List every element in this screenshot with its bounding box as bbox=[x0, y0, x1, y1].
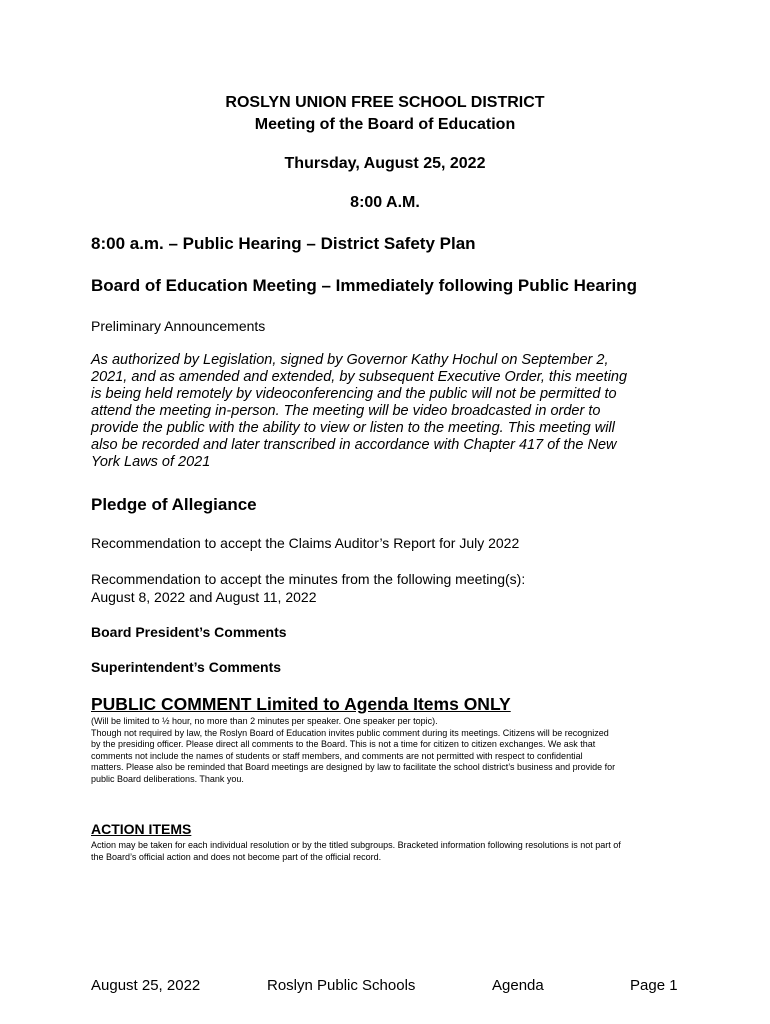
claims-recommendation: Recommendation to accept the Claims Auditor’s Report for July 2022 bbox=[91, 535, 520, 551]
public-comment-text bbox=[91, 716, 682, 785]
action-items-line: Action may be taken for each individual resolution or by the titled subgroups. Bracketed information following resolutions is not part of bbox=[91, 840, 621, 850]
public-comment-line: matters. Please also be reminded that Board meetings are designed by law to facilitate the school district’s business and provide for bbox=[91, 762, 616, 772]
public-comment-heading: PUBLIC COMMENT Limited to Agenda Items ONLY bbox=[91, 694, 511, 714]
authorization-line: provide the public with the ability to view or listen to the meeting. This meeting will bbox=[91, 420, 615, 436]
action-items-heading: ACTION ITEMS bbox=[91, 821, 192, 837]
meeting-date: Thursday, August 25, 2022 bbox=[284, 155, 486, 172]
public-hearing-heading: 8:00 a.m. – Public Hearing – District Safety Plan bbox=[91, 234, 476, 253]
preliminary-announcements: Preliminary Announcements bbox=[91, 318, 266, 334]
footer-org: Roslyn Public Schools bbox=[267, 977, 416, 994]
authorization-paragraph bbox=[91, 352, 671, 471]
authorization-line: attend the meeting in-person. The meeting will be video broadcasted in order to bbox=[91, 403, 601, 419]
action-items-line: the Board’s official action and does not become part of the official record. bbox=[91, 851, 382, 862]
district-name: ROSLYN UNION FREE SCHOOL DISTRICT bbox=[225, 94, 545, 111]
authorization-line: As authorized by Legislation, signed by Governor Kathy Hochul on September 2, bbox=[91, 352, 609, 368]
board-meeting-heading: Board of Education Meeting – Immediately following Public Hearing bbox=[91, 276, 637, 295]
meeting-title: Meeting of the Board of Education bbox=[254, 116, 516, 133]
public-comment-line: public Board deliberations. Thank you. bbox=[91, 773, 244, 784]
minutes-dates: August 8, 2022 and August 11, 2022 bbox=[91, 589, 317, 605]
authorization-line: is being held remotely by videoconferencing and the public will not be permitted to bbox=[91, 386, 617, 402]
action-items-text bbox=[91, 840, 682, 863]
meeting-time: 8:00 A.M. bbox=[350, 194, 420, 211]
footer-doc: Agenda bbox=[492, 977, 544, 994]
president-comments-heading: Board President’s Comments bbox=[91, 624, 287, 640]
public-comment-line: Though not required by law, the Roslyn Board of Education invites public comment during its meetings. Citizens will be recognized bbox=[91, 727, 609, 738]
public-comment-line: comments not include the names of students or staff members, and comments are not permitted with respect to confidential bbox=[91, 750, 583, 761]
authorization-line: also be recorded and later transcribed in accordance with Chapter 417 of the New bbox=[91, 437, 617, 453]
pledge-heading: Pledge of Allegiance bbox=[91, 495, 257, 514]
authorization-line: York Laws of 2021 bbox=[91, 454, 211, 470]
minutes-recommendation: Recommendation to accept the minutes from the following meeting(s): bbox=[91, 571, 526, 587]
public-comment-line: (Will be limited to ½ hour, no more than 2 minutes per speaker. One speaker per topic). bbox=[91, 716, 438, 726]
footer-page: Page 1 bbox=[630, 977, 678, 994]
footer-date: August 25, 2022 bbox=[91, 977, 201, 994]
superintendent-comments-heading: Superintendent’s Comments bbox=[91, 659, 282, 675]
authorization-line: 2021, and as amended and extended, by subsequent Executive Order, this meeting bbox=[91, 369, 628, 385]
public-comment-line: by the presiding officer. Please direct all comments to the Board. This is not a time for citizen to citizen exchanges. We ask that bbox=[91, 739, 596, 749]
